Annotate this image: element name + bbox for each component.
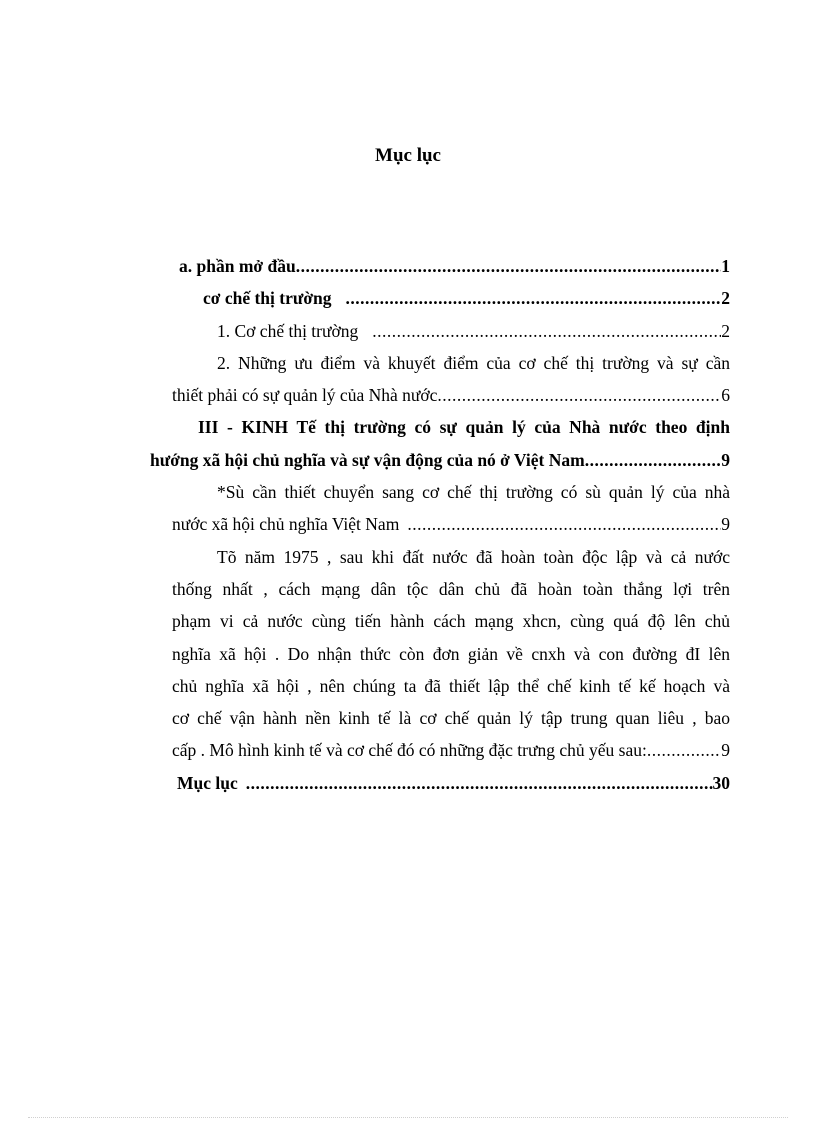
toc-page-number: 2 <box>721 288 730 309</box>
toc-page-number: 30 <box>712 772 730 793</box>
toc-entry-text: cấp . Mô hình kinh tế và cơ chế đó có những đặc trưng chủ yếu sau: <box>172 740 647 761</box>
toc-page-number: 9 <box>721 740 730 761</box>
toc-entry-5[interactable] <box>150 734 730 766</box>
toc-leader-dots <box>647 734 721 766</box>
toc-leader-dots <box>296 250 722 282</box>
toc-entry-2-line1[interactable]: 2. Những ưu điểm và khuyết điểm của cơ chế thị trường và sự cần <box>217 352 730 373</box>
toc-leader-dots <box>246 767 713 799</box>
toc-entry-3-line1[interactable]: III - KINH Tế thị trường có sự quản lý của Nhà nước theo định <box>198 417 730 438</box>
toc-entry-5-line1[interactable]: Tõ năm 1975 , sau khi đất nước đã hoàn toàn độc lập và cả nước <box>217 546 730 567</box>
toc-entry-3[interactable] <box>150 444 730 476</box>
toc-entry-contents[interactable] <box>150 767 730 799</box>
toc-leader-dots <box>437 379 721 411</box>
page-bottom-divider <box>28 1117 788 1118</box>
toc-entry-5-line5: chủ nghĩa xã hội , nên chúng ta đã thiết lập thể chế kinh tế kế hoạch và <box>172 675 730 696</box>
toc-entry-5-line3: phạm vi cả nước cùng tiến hành cách mạng xhcn, cùng quá độ lên chủ <box>172 611 730 632</box>
toc-entry-5-line6: cơ chế vận hành nền kinh tế là cơ chế quản lý tập trung quan liêu , bao <box>172 708 730 729</box>
toc-entry-text: nước xã hội chủ nghĩa Việt Nam <box>172 514 400 535</box>
toc-entry-text: Mục lục <box>177 772 238 793</box>
toc-leader-dots <box>346 282 722 314</box>
toc-page-number: 1 <box>721 256 730 276</box>
page-title: Mục lục <box>375 145 441 166</box>
toc-page-number: 2 <box>721 320 730 341</box>
table-of-contents <box>150 250 730 799</box>
toc-entry-text: thiết phải có sự quản lý của Nhà nước <box>172 385 438 406</box>
toc-entry-1[interactable] <box>150 315 730 347</box>
toc-entry-text: a. phần mở đầu <box>179 256 296 276</box>
toc-leader-dots <box>585 444 722 476</box>
toc-entry-text: cơ chế thị trường <box>203 288 332 309</box>
toc-entry-4-line1[interactable]: *Sù cần thiết chuyển sang cơ chế thị trường có sù quản lý của nhà <box>217 482 730 503</box>
toc-entry-text: 1. Cơ chế thị trường <box>217 320 359 341</box>
toc-entry-2[interactable] <box>150 379 730 411</box>
toc-entry-4[interactable] <box>150 508 730 540</box>
toc-leader-dots <box>407 508 721 540</box>
toc-page-number: 6 <box>721 385 730 406</box>
toc-entry-5-line2: thống nhất , cách mạng dân tộc dân chủ đã hoàn toàn thắng lợi trên <box>172 578 730 599</box>
toc-entry-5-line4: nghĩa xã hội . Do nhận thức còn đơn giản về cnxh và con đường đI lên <box>172 643 730 664</box>
toc-entry-intro[interactable] <box>150 250 730 282</box>
toc-page-number: 9 <box>721 449 730 470</box>
toc-entry-market-mechanism[interactable] <box>150 282 730 314</box>
toc-leader-dots <box>372 315 721 347</box>
toc-entry-text: hướng xã hội chủ nghĩa và sự vận động của nó ở Việt Nam <box>150 449 585 470</box>
toc-page-number: 9 <box>721 514 730 535</box>
